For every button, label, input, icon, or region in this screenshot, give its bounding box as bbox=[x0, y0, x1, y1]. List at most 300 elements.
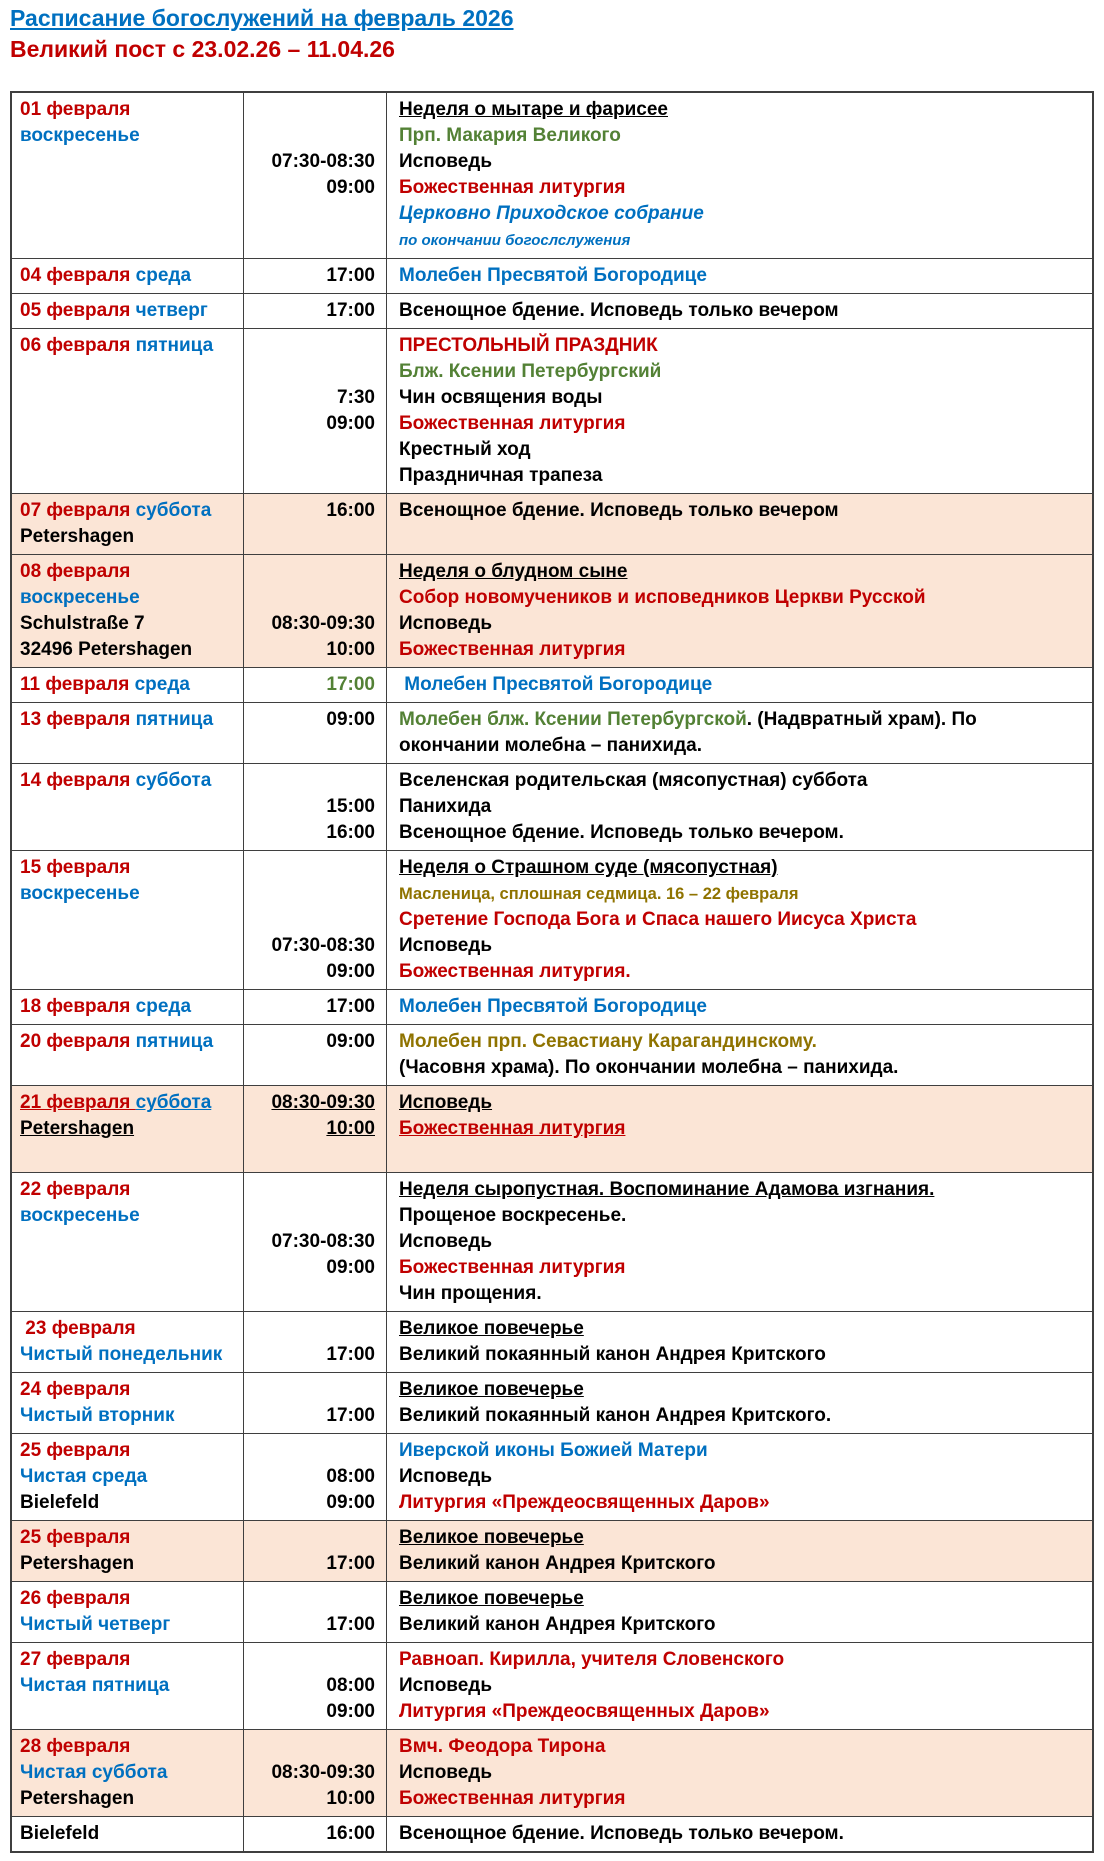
time-value: 09:00 bbox=[326, 961, 375, 982]
schedule-table bbox=[10, 91, 1094, 1853]
text-segment: Всенощное бдение. Исповедь только вечером. bbox=[399, 1823, 844, 1844]
text-segment: 25 февраля bbox=[20, 1527, 131, 1548]
schedule-row bbox=[12, 93, 1092, 258]
text-segment: 23 февраля bbox=[20, 1318, 136, 1339]
text-segment: Исповедь bbox=[399, 613, 493, 634]
text-segment: 18 февраля bbox=[20, 996, 136, 1017]
time-cell bbox=[244, 329, 387, 493]
text-segment: Petershagen bbox=[20, 526, 135, 547]
date-cell bbox=[12, 1173, 244, 1311]
text-segment: 25 февраля bbox=[20, 1440, 131, 1461]
service-line bbox=[399, 524, 1084, 550]
service-cell bbox=[387, 555, 1092, 667]
schedule-row bbox=[12, 1311, 1092, 1372]
service-line bbox=[399, 463, 1084, 489]
service-line bbox=[399, 794, 1084, 820]
date-cell bbox=[12, 764, 244, 850]
time-value: 09:00 bbox=[326, 177, 375, 198]
text-segment: Исповедь bbox=[399, 1762, 493, 1783]
time-value bbox=[252, 907, 375, 933]
text-segment: Панихида bbox=[399, 796, 492, 817]
text-segment: Исповедь bbox=[399, 1675, 493, 1696]
text-segment: суббота bbox=[135, 1092, 212, 1113]
date-line bbox=[20, 263, 235, 289]
time-value bbox=[252, 1316, 375, 1342]
schedule-row bbox=[12, 989, 1092, 1024]
service-line bbox=[399, 1786, 1084, 1812]
text-segment: пятница bbox=[135, 709, 214, 730]
text-segment: 28 февраля bbox=[20, 1736, 131, 1757]
schedule-row bbox=[12, 1642, 1092, 1729]
date-line bbox=[20, 672, 235, 698]
service-cell bbox=[387, 668, 1092, 702]
service-line bbox=[399, 1281, 1084, 1307]
text-segment: 04 февраля bbox=[20, 265, 136, 286]
text-segment: Божественная литургия bbox=[399, 413, 626, 434]
date-cell bbox=[12, 329, 244, 493]
time-cell bbox=[244, 1643, 387, 1729]
date-line bbox=[20, 333, 235, 359]
text-segment: Литургия «Преждеосвященных Даров» bbox=[399, 1701, 770, 1722]
service-line bbox=[399, 855, 1084, 881]
text-segment: Равноап. Кирилла, учителя Словенского bbox=[399, 1649, 785, 1670]
text-segment: Всенощное бдение. Исповедь только вечером bbox=[399, 300, 839, 321]
date-cell bbox=[12, 1582, 244, 1642]
service-line bbox=[399, 333, 1084, 359]
date-line bbox=[20, 498, 235, 524]
time-cell bbox=[244, 1312, 387, 1372]
time-value: 16:00 bbox=[326, 1823, 375, 1844]
date-line bbox=[20, 1116, 235, 1142]
date-line bbox=[20, 1377, 235, 1403]
time-value bbox=[252, 559, 375, 585]
date-line bbox=[20, 1177, 235, 1203]
schedule-row bbox=[12, 293, 1092, 328]
text-segment: Блж. Ксении Петербургский bbox=[399, 361, 662, 382]
text-segment: Литургия «Преждеосвященных Даров» bbox=[399, 1492, 770, 1513]
text-segment: . (Надвратный храм). По bbox=[746, 709, 977, 730]
time-value bbox=[252, 1647, 375, 1673]
text-segment: 05 февраля bbox=[20, 300, 136, 321]
time-value: 17:00 bbox=[326, 674, 375, 695]
time-value: 08:00 bbox=[326, 1675, 375, 1696]
time-cell bbox=[244, 1521, 387, 1581]
time-value bbox=[252, 524, 375, 550]
service-line bbox=[399, 1203, 1084, 1229]
text-segment: Молебен Пресвятой Богородице bbox=[399, 265, 707, 286]
service-cell bbox=[387, 1086, 1092, 1172]
time-value bbox=[252, 1586, 375, 1612]
text-segment: Великое повечерье bbox=[399, 1527, 584, 1548]
service-line bbox=[399, 1760, 1084, 1786]
time-cell bbox=[244, 668, 387, 702]
service-line bbox=[399, 1342, 1084, 1368]
time-value: 17:00 bbox=[326, 996, 375, 1017]
date-line bbox=[20, 1821, 235, 1847]
service-line bbox=[399, 733, 1084, 759]
text-segment: Чин освящения воды bbox=[399, 387, 603, 408]
text-segment: 13 февраля bbox=[20, 709, 136, 730]
time-value: 08:30-09:30 bbox=[271, 1762, 375, 1783]
date-line bbox=[20, 1203, 235, 1229]
time-value: 17:00 bbox=[326, 1553, 375, 1574]
date-cell bbox=[12, 555, 244, 667]
service-line bbox=[399, 637, 1084, 663]
date-line bbox=[20, 707, 235, 733]
text-segment: Неделя о мытаре и фарисее bbox=[399, 99, 668, 120]
time-cell bbox=[244, 1582, 387, 1642]
date-line bbox=[20, 1673, 235, 1699]
text-segment: Petershagen bbox=[20, 1553, 135, 1574]
date-cell bbox=[12, 1086, 244, 1172]
schedule-row bbox=[12, 328, 1092, 493]
time-value: 10:00 bbox=[326, 1118, 375, 1139]
text-segment: воскресенье bbox=[20, 883, 140, 904]
service-line bbox=[399, 437, 1084, 463]
schedule-row bbox=[12, 1581, 1092, 1642]
schedule-row bbox=[12, 850, 1092, 989]
service-cell bbox=[387, 851, 1092, 989]
service-line bbox=[399, 1525, 1084, 1551]
service-line bbox=[399, 959, 1084, 985]
date-line bbox=[20, 559, 235, 585]
schedule-row bbox=[12, 1433, 1092, 1520]
service-line bbox=[399, 175, 1084, 201]
service-line bbox=[399, 1673, 1084, 1699]
text-segment: среда bbox=[134, 674, 190, 695]
time-value bbox=[252, 123, 375, 149]
time-value bbox=[252, 437, 375, 463]
text-segment: Вселенская родительская (мясопустная) суббота bbox=[399, 770, 868, 791]
time-value: 07:30-08:30 bbox=[271, 151, 375, 172]
date-cell bbox=[12, 93, 244, 258]
text-segment: Молебен блж. Ксении Петербургской bbox=[399, 709, 747, 730]
time-value: 7:30 bbox=[336, 387, 375, 408]
service-line bbox=[399, 97, 1084, 123]
date-line bbox=[20, 1438, 235, 1464]
schedule-row bbox=[12, 493, 1092, 554]
date-line bbox=[20, 1647, 235, 1673]
schedule-row bbox=[12, 1816, 1092, 1851]
text-segment: Bielefeld bbox=[20, 1823, 100, 1844]
service-line bbox=[399, 1438, 1084, 1464]
time-value: 09:00 bbox=[326, 709, 375, 730]
time-cell bbox=[244, 1173, 387, 1311]
text-segment: 15 февраля bbox=[20, 857, 131, 878]
time-value bbox=[252, 359, 375, 385]
time-value bbox=[252, 333, 375, 359]
service-line bbox=[399, 1734, 1084, 1760]
text-segment: Исповедь bbox=[399, 1466, 493, 1487]
text-segment: Церковно Приходское собрание bbox=[399, 203, 704, 224]
service-line bbox=[399, 707, 1084, 733]
service-line bbox=[399, 411, 1084, 437]
date-line bbox=[20, 1090, 235, 1116]
service-line bbox=[399, 994, 1084, 1020]
service-line bbox=[399, 263, 1084, 289]
date-line bbox=[20, 524, 235, 550]
text-segment: 07 февраля bbox=[20, 500, 136, 521]
date-cell bbox=[12, 990, 244, 1024]
time-cell bbox=[244, 1730, 387, 1816]
time-value bbox=[252, 1177, 375, 1203]
time-cell bbox=[244, 703, 387, 763]
time-value: 16:00 bbox=[326, 822, 375, 843]
time-value bbox=[252, 1438, 375, 1464]
date-line bbox=[20, 1612, 235, 1638]
schedule-row bbox=[12, 1172, 1092, 1311]
text-segment: 22 февраля bbox=[20, 1179, 131, 1200]
text-segment: Великое повечерье bbox=[399, 1318, 584, 1339]
text-segment: Исповедь bbox=[399, 151, 493, 172]
text-segment: 20 февраля bbox=[20, 1031, 136, 1052]
text-segment: Праздничная трапеза bbox=[399, 465, 603, 486]
service-line bbox=[399, 611, 1084, 637]
service-cell bbox=[387, 1373, 1092, 1433]
time-value bbox=[252, 1203, 375, 1229]
time-cell bbox=[244, 1025, 387, 1085]
text-segment: воскресенье bbox=[20, 587, 140, 608]
date-line bbox=[20, 123, 235, 149]
text-segment: 11 февраля bbox=[20, 674, 135, 695]
service-line bbox=[399, 1055, 1084, 1081]
text-segment: Крестный ход bbox=[399, 439, 531, 460]
text-segment: пятница bbox=[135, 1031, 214, 1052]
date-line bbox=[20, 1403, 235, 1429]
text-segment: воскресенье bbox=[20, 125, 140, 146]
service-cell bbox=[387, 1643, 1092, 1729]
service-line bbox=[399, 1403, 1084, 1429]
text-segment: 27 февраля bbox=[20, 1649, 131, 1670]
text-segment: Сретение Господа Бога и Спаса нашего Иисуса Христа bbox=[399, 909, 917, 930]
date-cell bbox=[12, 851, 244, 989]
time-cell bbox=[244, 555, 387, 667]
time-value: 09:00 bbox=[326, 1701, 375, 1722]
service-line bbox=[399, 298, 1084, 324]
date-line bbox=[20, 768, 235, 794]
date-cell bbox=[12, 1025, 244, 1085]
service-line bbox=[399, 1821, 1084, 1847]
service-line bbox=[399, 1142, 1084, 1168]
date-line bbox=[20, 1464, 235, 1490]
date-cell bbox=[12, 1730, 244, 1816]
date-line bbox=[20, 1760, 235, 1786]
time-cell bbox=[244, 1817, 387, 1851]
service-line bbox=[399, 1464, 1084, 1490]
date-line bbox=[20, 611, 235, 637]
date-cell bbox=[12, 1373, 244, 1433]
date-line bbox=[20, 585, 235, 611]
service-cell bbox=[387, 1025, 1092, 1085]
text-segment: Великий покаянный канон Андрея Критского. bbox=[399, 1405, 832, 1426]
date-line bbox=[20, 1316, 235, 1342]
text-segment: Прп. Макария Великого bbox=[399, 125, 621, 146]
service-line bbox=[399, 149, 1084, 175]
service-cell bbox=[387, 764, 1092, 850]
time-value bbox=[252, 201, 375, 227]
service-line bbox=[399, 1647, 1084, 1673]
text-segment: Божественная литургия bbox=[399, 1788, 626, 1809]
text-segment: 01 февраля bbox=[20, 99, 131, 120]
service-cell bbox=[387, 703, 1092, 763]
time-value bbox=[252, 227, 375, 253]
time-cell bbox=[244, 990, 387, 1024]
time-value: 17:00 bbox=[326, 1614, 375, 1635]
date-cell bbox=[12, 294, 244, 328]
time-value: 09:00 bbox=[326, 1257, 375, 1278]
service-line bbox=[399, 768, 1084, 794]
text-segment: Собор новомучеников и исповедников Церкви Русской bbox=[399, 587, 926, 608]
date-cell bbox=[12, 668, 244, 702]
schedule-row bbox=[12, 1372, 1092, 1433]
date-line bbox=[20, 1586, 235, 1612]
text-segment: среда bbox=[135, 996, 192, 1017]
time-value: 10:00 bbox=[326, 639, 375, 660]
text-segment: Молебен Пресвятой Богородице bbox=[399, 674, 713, 695]
service-cell bbox=[387, 1434, 1092, 1520]
service-line bbox=[399, 1116, 1084, 1142]
service-cell bbox=[387, 1582, 1092, 1642]
service-cell bbox=[387, 93, 1092, 258]
date-line bbox=[20, 1734, 235, 1760]
date-line bbox=[20, 1551, 235, 1577]
text-segment: Вмч. Феодора Тирона bbox=[399, 1736, 606, 1757]
time-value: 09:00 bbox=[326, 1492, 375, 1513]
text-segment: Масленица, сплошная седмица. 16 – 22 февраля bbox=[399, 885, 799, 903]
text-segment: Великий покаянный канон Андрея Критского bbox=[399, 1344, 826, 1365]
text-segment: 06 февраля bbox=[20, 335, 136, 356]
text-segment: 14 февраля bbox=[20, 770, 136, 791]
date-cell bbox=[12, 703, 244, 763]
service-line bbox=[399, 123, 1084, 149]
service-line bbox=[399, 1699, 1084, 1725]
service-cell bbox=[387, 294, 1092, 328]
text-segment: Молебен Пресвятой Богородице bbox=[399, 996, 707, 1017]
text-segment: по окончании богослслужения bbox=[399, 232, 631, 249]
schedule-row bbox=[12, 702, 1092, 763]
text-segment: ПРЕСТОЛЬНЫЙ ПРАЗДНИК bbox=[399, 335, 658, 356]
date-line bbox=[20, 1525, 235, 1551]
schedule-row bbox=[12, 1024, 1092, 1085]
service-line bbox=[399, 1229, 1084, 1255]
date-line bbox=[20, 97, 235, 123]
date-line bbox=[20, 994, 235, 1020]
time-value: 08:30-09:30 bbox=[271, 613, 375, 634]
service-line bbox=[399, 498, 1084, 524]
text-segment: воскресенье bbox=[20, 1205, 140, 1226]
time-value bbox=[252, 1525, 375, 1551]
text-segment: 26 февраля bbox=[20, 1588, 131, 1609]
text-segment: Великое повечерье bbox=[399, 1588, 584, 1609]
time-value bbox=[252, 97, 375, 123]
date-cell bbox=[12, 1521, 244, 1581]
service-cell bbox=[387, 259, 1092, 293]
text-segment: Молебен прп. Севастиану Карагандинскому. bbox=[399, 1031, 817, 1052]
text-segment: Божественная литургия bbox=[399, 639, 626, 660]
time-cell bbox=[244, 1373, 387, 1433]
text-segment: Исповедь bbox=[399, 1092, 493, 1113]
time-value: 07:30-08:30 bbox=[271, 935, 375, 956]
service-line bbox=[399, 201, 1084, 227]
time-value bbox=[252, 1377, 375, 1403]
service-cell bbox=[387, 1173, 1092, 1311]
date-cell bbox=[12, 1312, 244, 1372]
text-segment: Bielefeld bbox=[20, 1492, 100, 1513]
text-segment: Исповедь bbox=[399, 1231, 493, 1252]
service-cell bbox=[387, 1312, 1092, 1372]
time-value: 17:00 bbox=[326, 1405, 375, 1426]
time-value bbox=[252, 733, 375, 759]
text-segment: суббота bbox=[135, 500, 212, 521]
time-cell bbox=[244, 1086, 387, 1172]
time-value: 16:00 bbox=[326, 500, 375, 521]
time-value: 09:00 bbox=[326, 413, 375, 434]
service-line bbox=[399, 1612, 1084, 1638]
time-value bbox=[252, 855, 375, 881]
date-line bbox=[20, 1342, 235, 1368]
service-line bbox=[399, 1255, 1084, 1281]
time-cell bbox=[244, 764, 387, 850]
text-segment: четверг bbox=[135, 300, 208, 321]
text-segment: Чин прощения. bbox=[399, 1283, 542, 1304]
service-cell bbox=[387, 990, 1092, 1024]
service-line bbox=[399, 559, 1084, 585]
text-segment: Неделя сыропустная. Воспоминание Адамова изгнания. bbox=[399, 1179, 935, 1200]
text-segment: среда bbox=[135, 265, 192, 286]
service-cell bbox=[387, 494, 1092, 554]
time-cell bbox=[244, 1434, 387, 1520]
service-line bbox=[399, 1316, 1084, 1342]
text-segment: пятница bbox=[135, 335, 214, 356]
text-segment: Неделя о Страшном суде (мясопустная) bbox=[399, 857, 778, 878]
text-segment: окончании молебна – панихида. bbox=[399, 735, 702, 756]
service-line bbox=[399, 1029, 1084, 1055]
schedule-row bbox=[12, 763, 1092, 850]
date-line bbox=[20, 1786, 235, 1812]
time-value bbox=[252, 1281, 375, 1307]
time-cell bbox=[244, 294, 387, 328]
text-segment: 24 февраля bbox=[20, 1379, 131, 1400]
text-segment: Всенощное бдение. Исповедь только вечером bbox=[399, 500, 839, 521]
page-title: Расписание богослужений на февраль 2026 bbox=[10, 5, 514, 31]
date-line bbox=[20, 855, 235, 881]
text-segment: Божественная литургия bbox=[399, 1257, 626, 1278]
service-line bbox=[399, 1490, 1084, 1516]
date-line bbox=[20, 298, 235, 324]
date-line bbox=[20, 1029, 235, 1055]
time-value: 08:30-09:30 bbox=[271, 1092, 375, 1113]
text-segment: (Часовня храма). По окончании молебна – панихида. bbox=[399, 1057, 899, 1078]
time-value bbox=[252, 1055, 375, 1081]
time-cell bbox=[244, 851, 387, 989]
service-line bbox=[399, 1586, 1084, 1612]
schedule-row bbox=[12, 554, 1092, 667]
service-cell bbox=[387, 1730, 1092, 1816]
service-line bbox=[399, 881, 1084, 907]
schedule-row bbox=[12, 1520, 1092, 1581]
time-value bbox=[252, 1142, 375, 1168]
schedule-row bbox=[12, 258, 1092, 293]
date-cell bbox=[12, 1817, 244, 1851]
schedule-row bbox=[12, 1085, 1092, 1172]
text-segment: Исповедь bbox=[399, 935, 493, 956]
time-value bbox=[252, 881, 375, 907]
text-segment: Petershagen bbox=[20, 1118, 135, 1139]
text-segment: Великий канон Андрея Критского bbox=[399, 1553, 716, 1574]
service-line bbox=[399, 385, 1084, 411]
time-value: 17:00 bbox=[326, 1344, 375, 1365]
text-segment: суббота bbox=[135, 770, 212, 791]
